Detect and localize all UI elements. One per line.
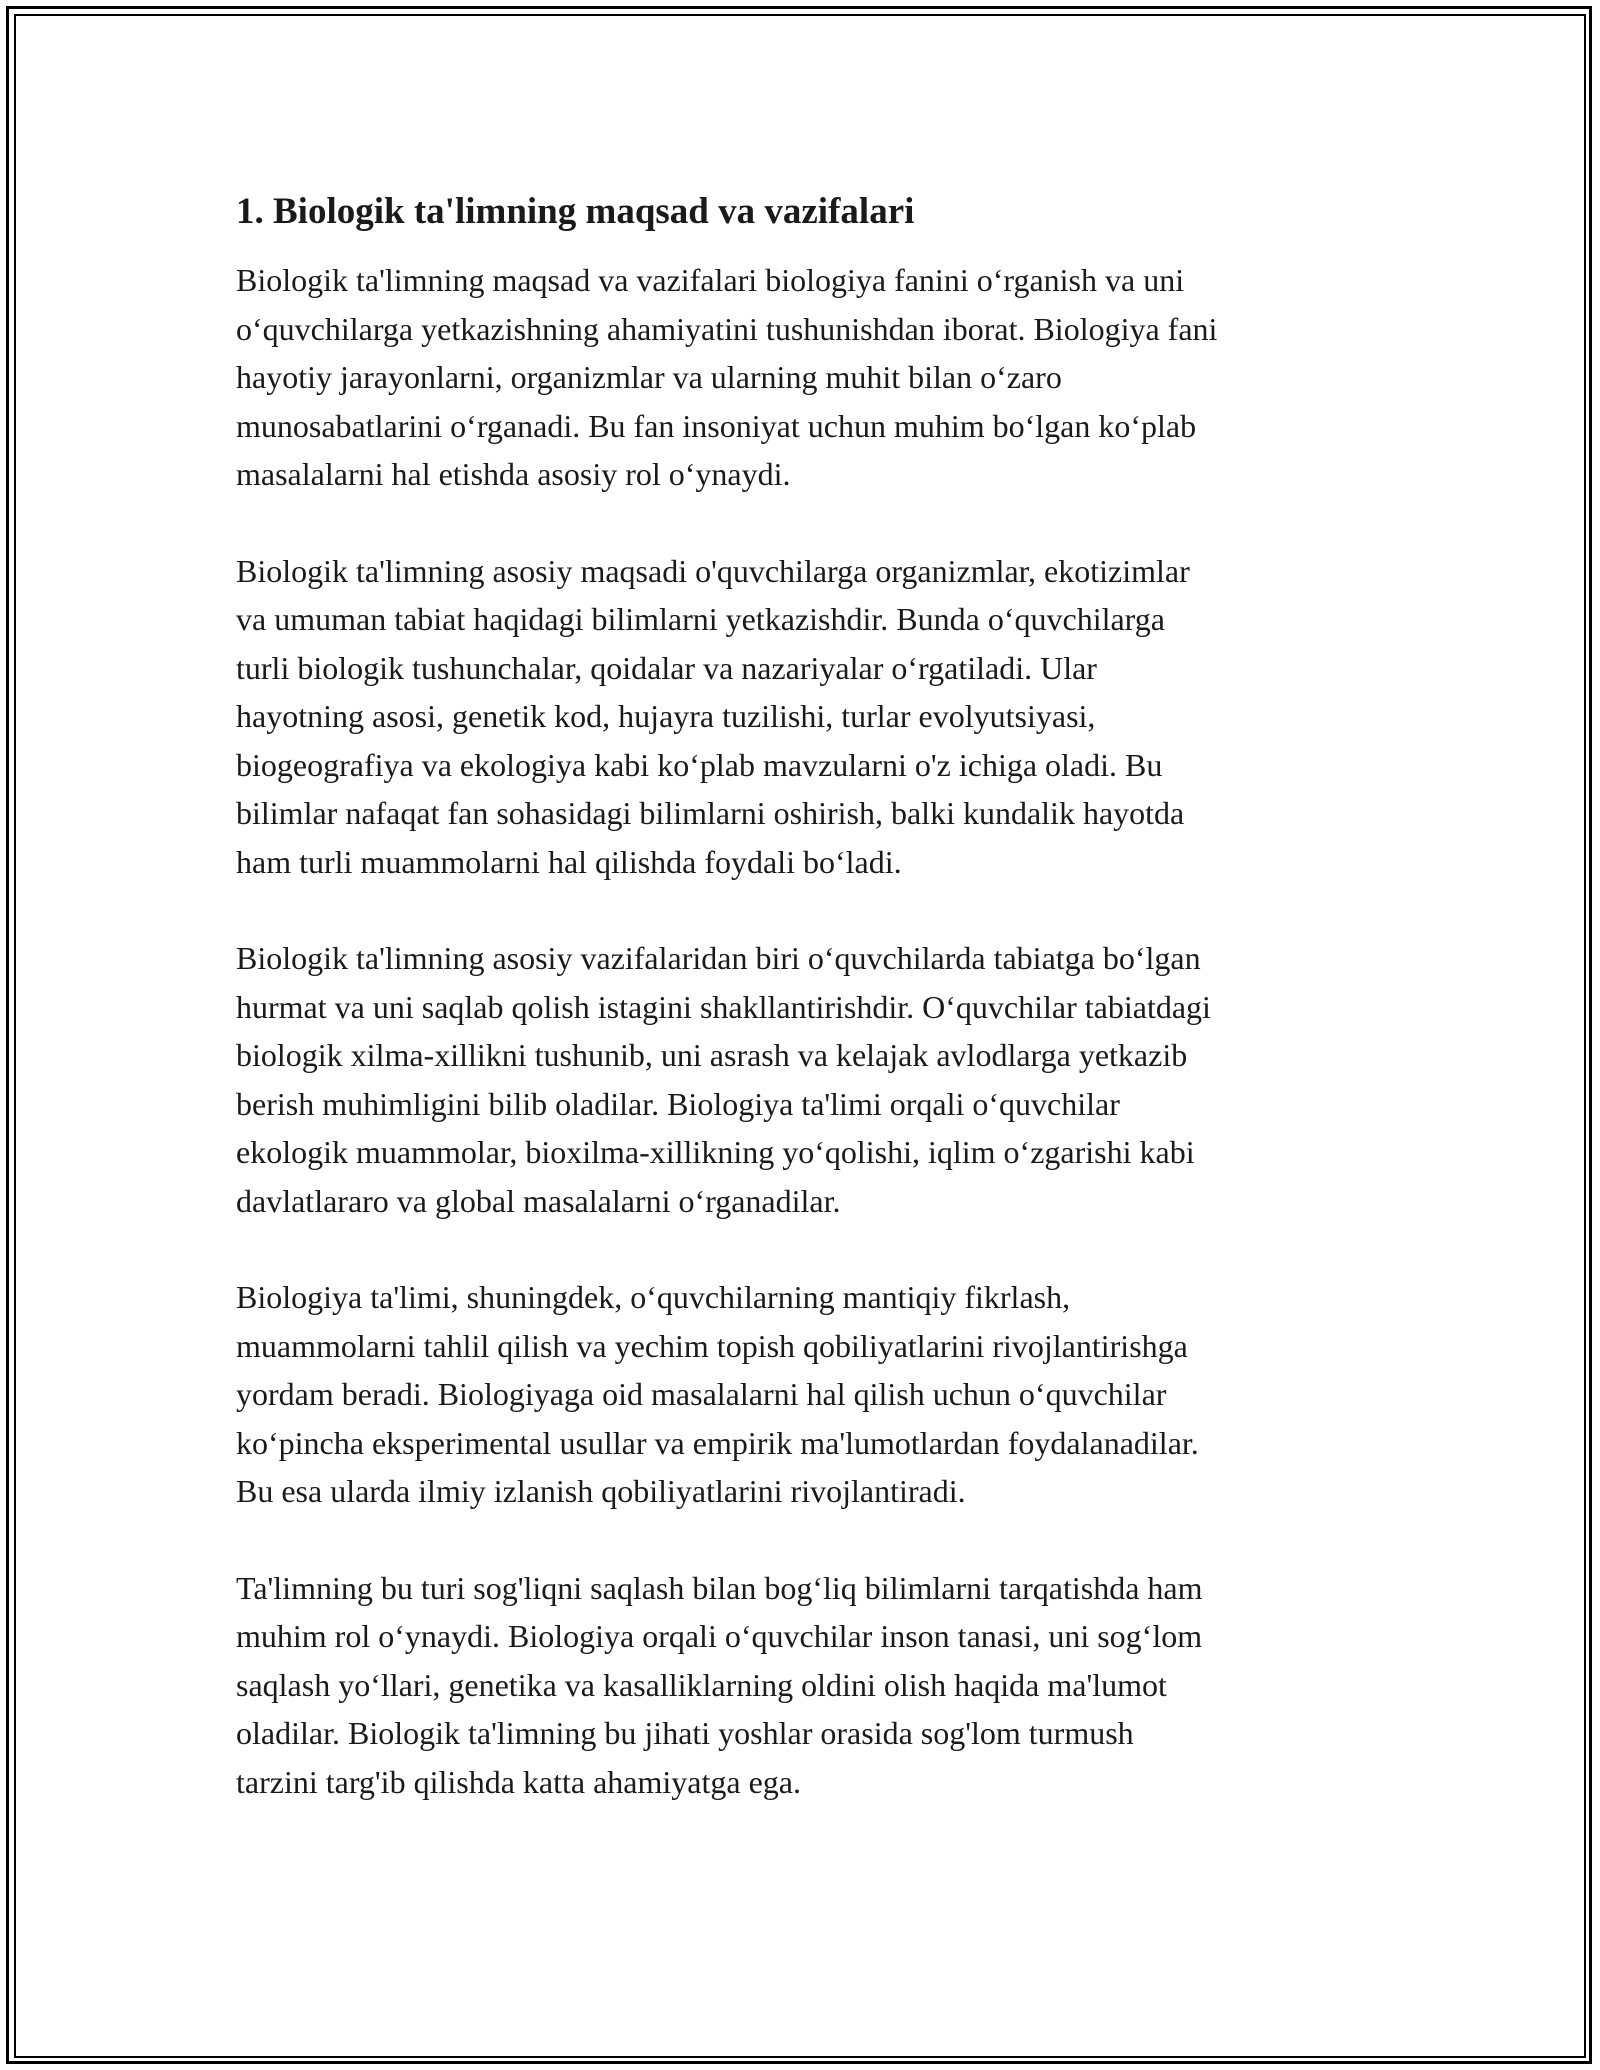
- paragraph-line: hayotning asosi, genetik kod, hujayra tuzilishi, turlar evolyutsiyasi,: [236, 698, 1096, 734]
- paragraph-line: muammolarni tahlil qilish va yechim topish qobiliyatlarini rivojlantirishga: [236, 1327, 1188, 1364]
- paragraph-line: ham turli muammolarni hal qilishda foydali bo‘ladi.: [236, 843, 902, 880]
- paragraph-line: ko‘pincha eksperimental usullar va empirik ma'lumotlardan foydalanadilar.: [236, 1424, 1199, 1461]
- document-body: [236, 190, 1376, 1854]
- paragraph-line: Biologik ta'limning maqsad va vazifalari biologiya fanini o‘rganish va uni: [236, 262, 1185, 298]
- paragraph-line: biogeografiya va ekologiya kabi ko‘plab mavzularni o'z ichiga oladi. Bu: [236, 746, 1163, 783]
- paragraph-line: muhim rol o‘ynaydi. Biologiya orqali o‘quvchilar inson tanasi, uni sog‘lom: [236, 1618, 1203, 1654]
- paragraph-line: turli biologik tushunchalar, qoidalar va nazariyalar o‘rgatiladi. Ular: [236, 649, 1097, 686]
- paragraph-3: [236, 934, 1376, 1225]
- paragraph-line: masalalarni hal etishda asosiy rol o‘ynaydi.: [236, 456, 791, 492]
- paragraph-line: Biologik ta'limning asosiy maqsadi o'quvchilarga organizmlar, ekotizimlar: [236, 552, 1190, 589]
- paragraph-line: berish muhimligini bilib oladilar. Biologiya ta'limi orqali o‘quvchilar: [236, 1085, 1120, 1122]
- paragraph-5: [236, 1564, 1376, 1807]
- paragraph-line: davlatlararo va global masalalarni o‘rganadilar.: [236, 1182, 841, 1219]
- paragraph-line: tarzini targ'ib qilishda katta ahamiyatga ega.: [236, 1763, 801, 1800]
- paragraph-line: ekologik muammolar, bioxilma-xillikning yo‘qolishi, iqlim o‘zgarishi kabi: [236, 1134, 1195, 1170]
- paragraph-line: saqlash yo‘llari, genetika va kasalliklarning oldini olish haqida ma'lumot: [236, 1666, 1167, 1703]
- paragraph-1: [236, 256, 1376, 499]
- paragraph-line: bilimlar nafaqat fan sohasidagi bilimlarni oshirish, balki kundalik hayotda: [236, 795, 1185, 831]
- paragraph-line: Bu esa ularda ilmiy izlanish qobiliyatlarini rivojlantiradi.: [236, 1473, 966, 1509]
- paragraph-line: o‘quvchilarga yetkazishning ahamiyatini tushunishdan iborat. Biologiya fani: [236, 310, 1218, 347]
- paragraph-line: oladilar. Biologik ta'limning bu jihati yoshlar orasida sog'lom turmush: [236, 1715, 1134, 1751]
- paragraph-line: biologik xilma-xillikni tushunib, uni asrash va kelajak avlodlarga yetkazib: [236, 1037, 1188, 1073]
- section-heading: 1. Biologik ta'limning maqsad va vazifalari: [236, 191, 915, 232]
- paragraph-line: yordam beradi. Biologiyaga oid masalalarni hal qilish uchun o‘quvchilar: [236, 1376, 1167, 1412]
- paragraph-line: Ta'limning bu turi sog'liqni saqlash bilan bog‘liq bilimlarni tarqatishda ham: [236, 1569, 1203, 1606]
- paragraph-line: va umuman tabiat haqidagi bilimlarni yetkazishdir. Bunda o‘quvchilarga: [236, 601, 1165, 637]
- paragraph-2: [236, 547, 1376, 887]
- paragraph-line: hayotiy jarayonlarni, organizmlar va ularning muhit bilan o‘zaro: [236, 359, 1062, 395]
- paragraph-line: hurmat va uni saqlab qolish istagini shakllantirishdir. O‘quvchilar tabiatdagi: [236, 988, 1211, 1025]
- paragraph-line: Biologiya ta'limi, shuningdek, o‘quvchilarning mantiqiy fikrlash,: [236, 1279, 1071, 1315]
- paragraph-line: munosabatlarini o‘rganadi. Bu fan insoniyat uchun muhim bo‘lgan ko‘plab: [236, 407, 1197, 444]
- paragraph-4: [236, 1273, 1376, 1516]
- paragraph-line: Biologik ta'limning asosiy vazifalaridan biri o‘quvchilarda tabiatga bo‘lgan: [236, 940, 1201, 976]
